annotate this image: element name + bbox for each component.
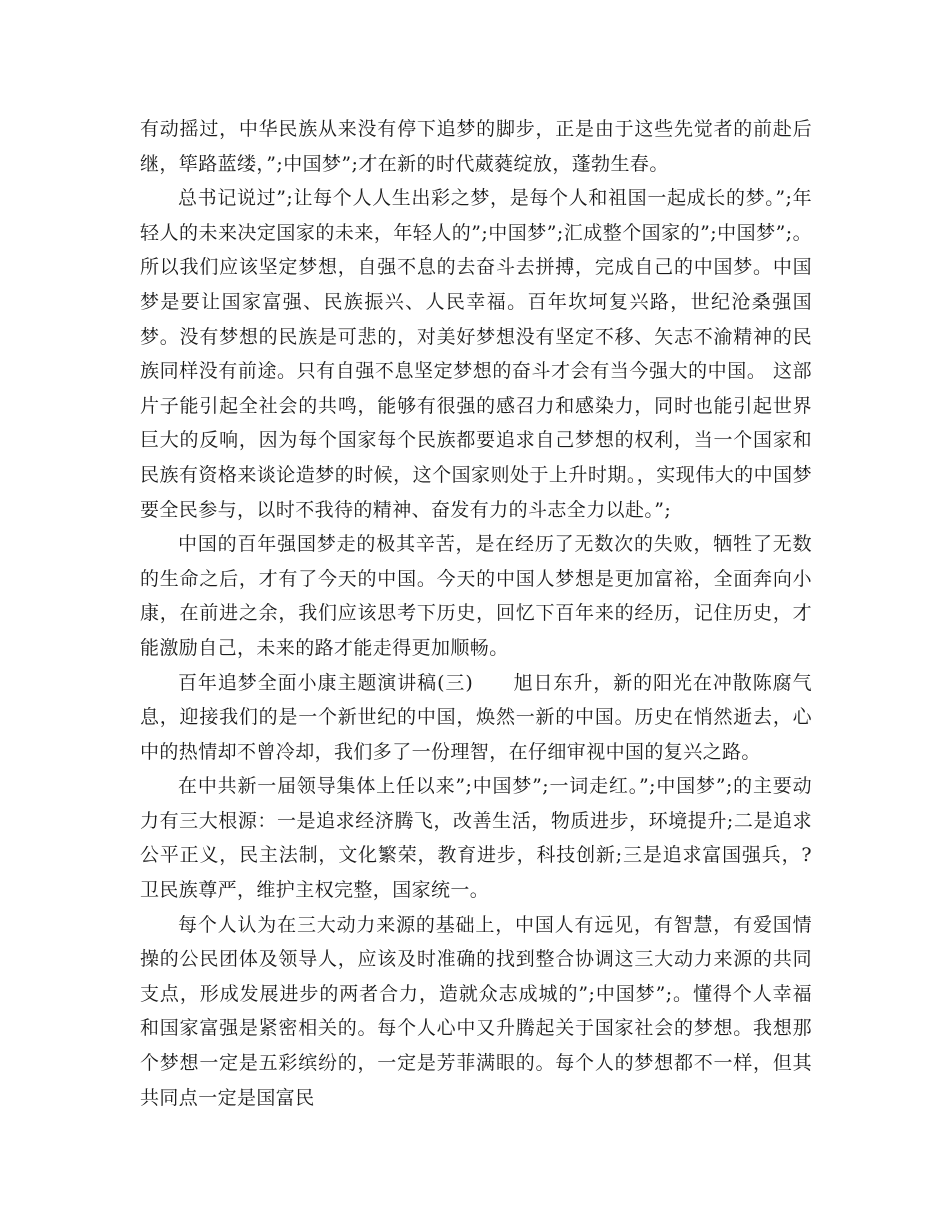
paragraph-2: 总书记说过”;让每个人人生出彩之梦，是每个人和祖国一起成长的梦。”;年轻人的未来决定国家的未来，年轻人的”;中国梦”;汇成整个国家的”;中国梦”;。所以我们应该坚定梦想，自强不息的去奋斗去拼搏，完成自己的中国梦。中国梦是要让国家富强、民族振兴、人民幸福。百年坎坷复兴路，世纪沧桑强国梦。没有梦想的民族是可悲的，对美好梦想没有坚定不移、矢志不渝精神的民族同样没有前途。只有自强不息坚定梦想的奋斗才会有当今强大的中国。 这部片子能引起全社会的共鸣，能够有很强的感召力和感染力，同时也能引起世界巨大的反响，因为每个国家每个民族都要追求自己梦想的权利，当一个国家和民族有资格来谈论造梦的时候，这个国家则处于上升时期。，实现伟大的中国梦要全民参与，以时不我待的精神、奋发有力的斗志全力以赴。”; <box>140 187 812 521</box>
paragraph-6: 每个人认为在三大动力来源的基础上，中国人有远见，有智慧，有爱国情操的公民团体及领导人，应该及时准确的找到整合协调这三大动力来源的共同支点，形成发展进步的两者合力，造就众志成城的”;中国梦”;。懂得个人幸福和国家富强是紧密相关的。每个人心中又升腾起关于国家社会的梦想。我想那个梦想一定是五彩缤纷的，一定是芳菲满眼的。每个人的梦想都不一样，但其共同点一定是国富民 <box>140 913 812 1109</box>
paragraph-5: 在中共新一届领导集体上任以来”;中国梦”;一词走红。”;中国梦”;的主要动力有三大根源：一是追求经济腾飞，改善生活，物质进步，环境提升;二是追求公平正义，民主法制，文化繁荣，教育进步，科技创新;三是追求富国强兵，?卫民族尊严，维护主权完整，国家统一。 <box>140 775 812 902</box>
paragraph-4: 百年追梦全面小康主题演讲稿(三) 旭日东升，新的阳光在冲散陈腐气息，迎接我们的是一个新世纪的中国，焕然一新的中国。历史在悄然逝去，心中的热情却不曾冷却，我们多了一份理智，在仔细审视中国的复兴之路。 <box>140 671 812 763</box>
paragraph-1: 有动摇过，中华民族从来没有停下追梦的脚步，正是由于这些先觉者的前赴后继，筚路蓝缕，”;中国梦”;才在新的时代葳蕤绽放，蓬勃生春。 <box>140 118 812 175</box>
paragraph-3: 中国的百年强国梦走的极其辛苦，是在经历了无数次的失败，牺牲了无数的生命之后，才有了今天的中国。今天的中国人梦想是更加富裕，全面奔向小康，在前进之余，我们应该思考下历史，回忆下百年来的经历，记住历史，才能激励自己，未来的路才能走得更加顺畅。 <box>140 533 812 659</box>
document-page <box>140 112 812 1115</box>
